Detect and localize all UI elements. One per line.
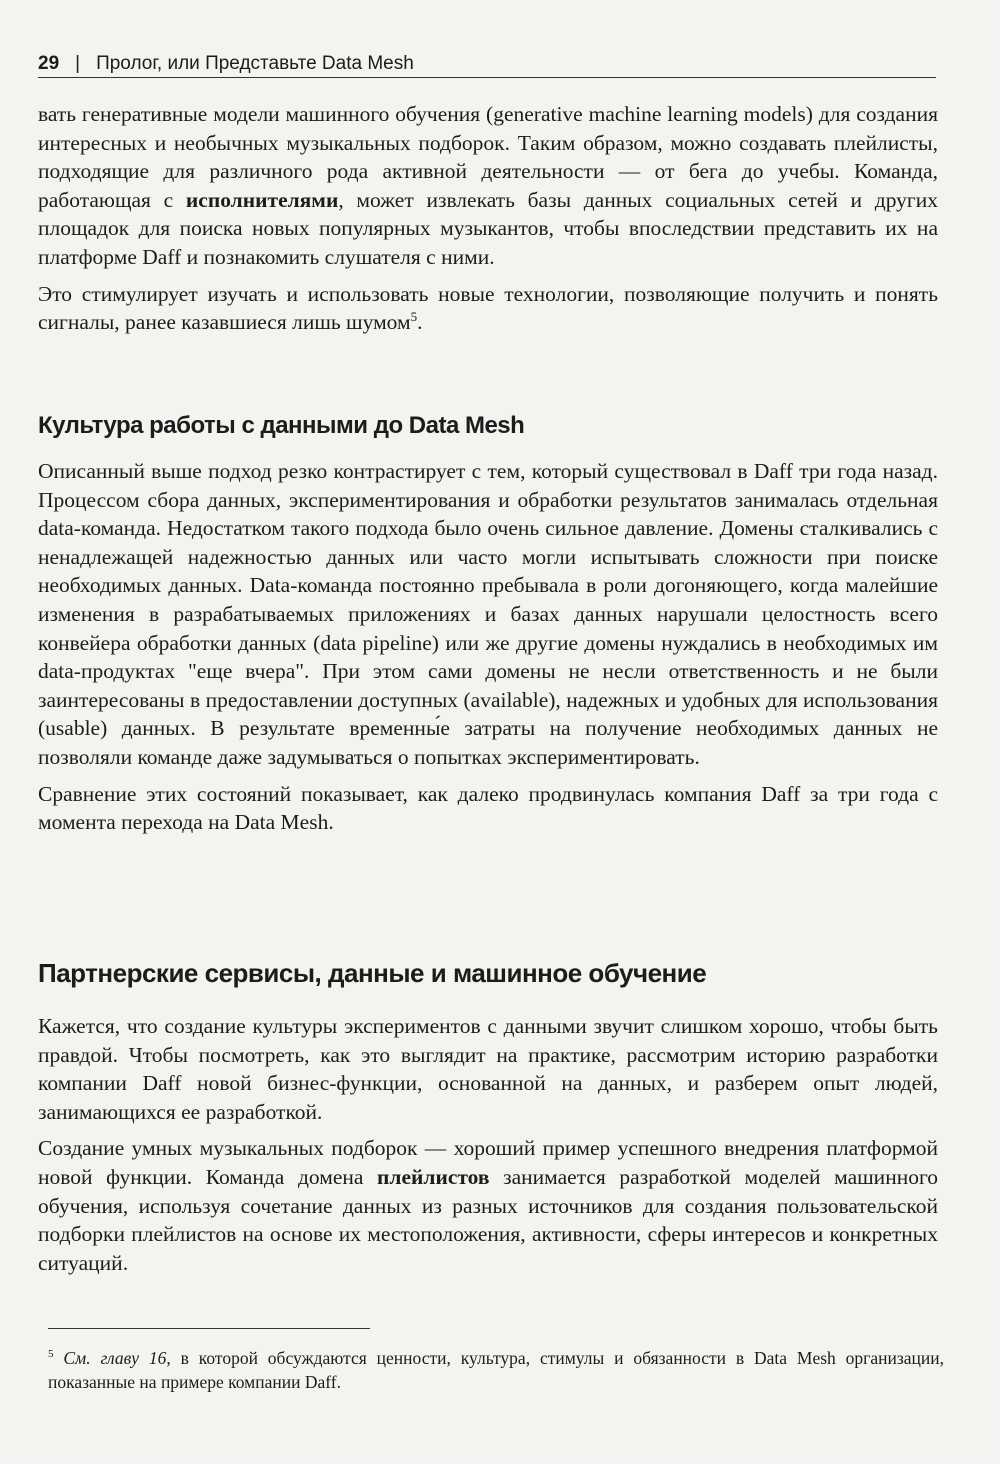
footnote-text: , в которой обсуждаются ценности, культура, стимулы и обязанности в Data Mesh организации, показанные на примере компании Daff.	[48, 1348, 944, 1392]
footnote-divider	[48, 1328, 370, 1329]
header-separator: |	[75, 53, 81, 74]
paragraph: Кажется, что создание культуры экспериментов с данными звучит слишком хорошо, чтобы быть правдой. Чтобы посмотреть, как это выглядит на практике, рассмотрим историю разработки компании Daff новой бизнес-функции, основанной на данных, и разберем опыт людей, занимающихся ее разработкой.	[38, 1014, 938, 1124]
running-title: Пролог, или Представьте Data Mesh	[96, 53, 414, 74]
page-number: 29	[38, 53, 60, 74]
section-heading-culture: Культура работы с данными до Data Mesh	[38, 412, 525, 439]
bold-term-playlists: плейлистов	[377, 1164, 490, 1189]
running-header	[38, 50, 936, 78]
footnote	[48, 1346, 944, 1394]
bold-term-performers: исполнителями	[185, 187, 339, 212]
footnote-reference: 5	[410, 309, 418, 324]
footnote-mark: 5	[48, 1348, 54, 1361]
partner-text-block	[38, 1012, 938, 1277]
paragraph: Сравнение этих состояний показывает, как далеко продвинулась компания Daff за три года с момента перехода на Data Mesh.	[38, 781, 938, 835]
culture-text-block	[38, 457, 938, 837]
paragraph: Это стимулирует изучать и использовать новые технологии, позволяющие получить и понять сигналы, ранее казавшиеся лишь шумом$^5$.	[38, 281, 938, 335]
paragraph: вать генеративные модели машинного обучения (generative machine learning models) для создания интересных и необычных музыкальных подборок. Таким образом, можно создавать плейлисты, подходящие для различного рода активной деятельности — от бега до учебы. Команда, работающая с исполнителями, может извлекать базы данных социальных сетей и других площадок для поиска новых популярных музыкантов, чтобы впоследствии представить их на платформе Daff и познакомить слушателя с ними.	[38, 102, 938, 269]
intro-text-block	[38, 100, 938, 337]
section-heading-partner-services: Партнерские сервисы, данные и машинное обучение	[38, 958, 707, 988]
footnote-citation: См. главу 16	[63, 1348, 167, 1368]
paragraph: Создание умных музыкальных подборок — хороший пример успешного внедрения платформой новой функции. Команда домена плейлистов занимается разработкой моделей машинного обучения, используя сочетание данных из разных источников для создания пользовательской подборки плейлистов на основе их местоположения, активности, сферы интересов и конкретных ситуаций.	[38, 1136, 938, 1275]
paragraph: Описанный выше подход резко контрастирует с тем, который существовал в Daff три года назад. Процессом сбора данных, экспериментирования и обработки результатов занималась отдельная data-команда. Недостатком такого подхода было очень сильное давление. Домены сталкивались с ненадлежащей надежностью данных или часто могли испытывать сложности при поиске необходимых данных. Data-команда постоянно пребывала в роли догоняющего, когда малейшие изменения в разрабатываемых приложениях и базах данных нарушали целостность всего конвейера обработки данных (data pipeline) или же другие домены нуждались в необходимых им data-продуктах "еще вчера". При этом сами домены не несли ответственность и не были заинтересованы в предоставлении доступных (available), надежных и удобных для использования (usable) данных. В результате временны́е затраты на получение необходимых данных не позволяли команде даже задумываться о попытках экспериментировать.	[38, 459, 938, 769]
